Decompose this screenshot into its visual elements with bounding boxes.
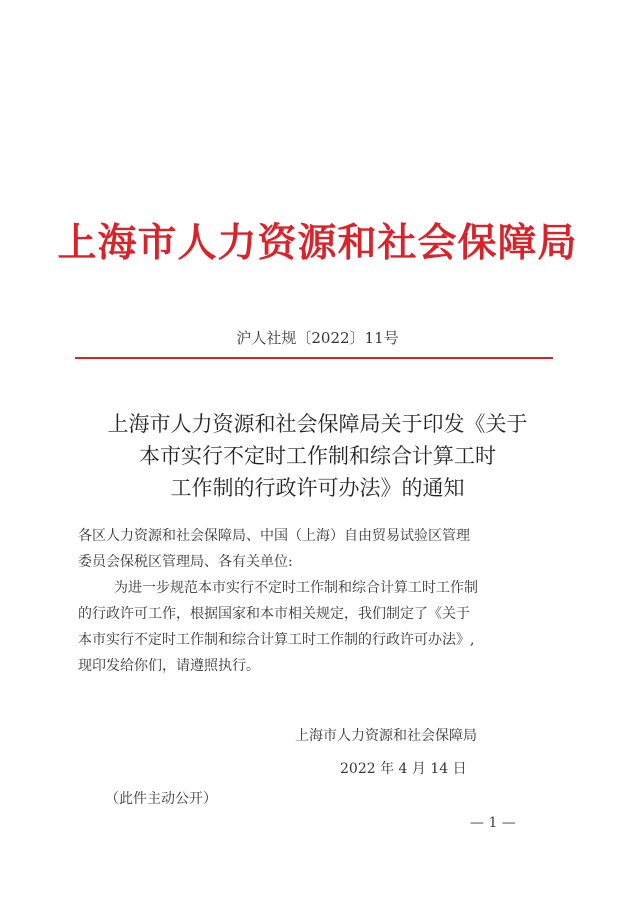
salutation-line: 各区人力资源和社会保障局、中国（上海）自由贸易试验区管理	[78, 528, 470, 544]
document-number: 沪人社规〔2022〕11号	[236, 329, 399, 347]
body-paragraph	[78, 575, 556, 679]
signature-organization: 上海市人力资源和社会保障局	[295, 728, 477, 744]
disclosure-note: （此件主动公开）	[105, 791, 217, 807]
salutation-line: 委员会保税区管理局、各有关单位:	[78, 554, 293, 570]
title-line: 工作制的行政许可办法》的通知	[170, 476, 465, 500]
title-line: 上海市人力资源和社会保障局关于印发《关于	[107, 412, 528, 436]
title-line: 本市实行不定时工作制和综合计算工时	[139, 444, 496, 468]
paragraph-line: 本市实行不定时工作制和综合计算工时工作制的行政许可办法》,	[78, 632, 475, 648]
document-title	[60, 408, 575, 504]
paragraph-line: 为进一步规范本市实行不定时工作制和综合计算工时工作制	[114, 580, 478, 596]
salutation	[78, 523, 556, 575]
red-divider-line	[75, 357, 553, 359]
signature-date: 2022 年 4 月 14 日	[340, 761, 467, 777]
page-number: — 1 —	[470, 815, 516, 831]
paragraph-line: 现印发给你们，请遵照执行。	[78, 658, 260, 674]
paragraph-line: 的行政许可工作，根据国家和本市相关规定，我们制定了《关于	[78, 606, 470, 622]
issuing-organization-header: 上海市人力资源和社会保障局	[57, 220, 578, 266]
